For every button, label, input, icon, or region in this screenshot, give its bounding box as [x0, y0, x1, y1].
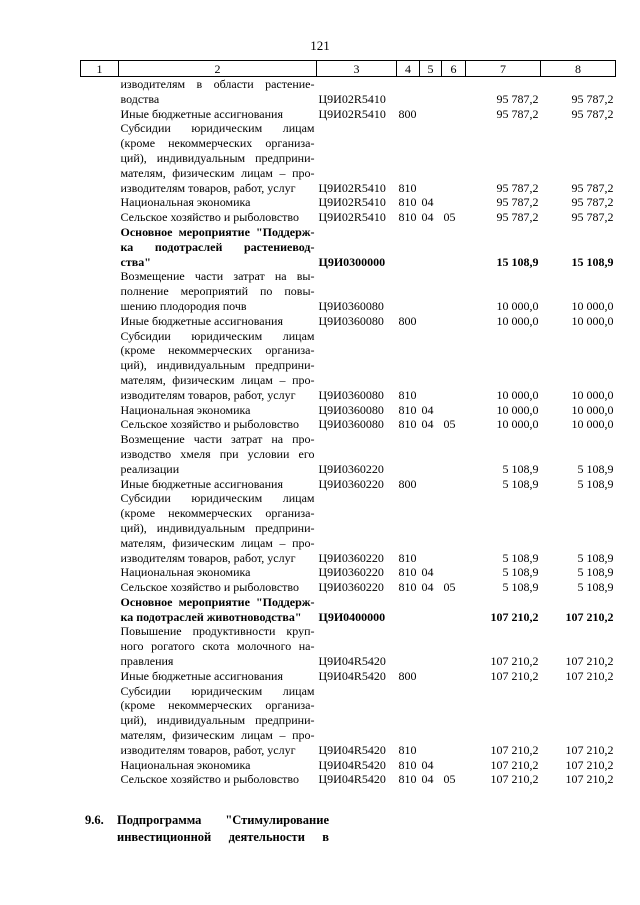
- table-row: [81, 491, 616, 565]
- subsection-cell: [442, 432, 466, 476]
- item-name-cell: [119, 417, 317, 432]
- item-name-line: водства: [120, 91, 160, 106]
- item-name-line: Сельское хозяйство и рыболовство: [120, 772, 300, 787]
- item-name-cell: [119, 669, 317, 684]
- table-row: [81, 210, 616, 225]
- amount-cell: 95 787,2: [496, 210, 539, 225]
- row-number-cell: [81, 269, 119, 313]
- item-name-line: Основное мероприятие "Поддерж-: [120, 594, 315, 609]
- target-code-cell: Ц9И0360080: [318, 313, 384, 328]
- row-number-cell: [81, 565, 119, 580]
- page-number: 121: [310, 38, 330, 53]
- amount-cell: 95 787,2: [571, 180, 614, 195]
- subsection-cell: 05: [443, 210, 456, 225]
- item-name-line: Иные бюджетные ассигнования: [120, 668, 283, 683]
- expense-type-cell: 800: [398, 106, 417, 121]
- amount-cell: 5 108,9: [577, 580, 614, 595]
- table-row: [81, 329, 616, 403]
- item-name-cell: [119, 121, 317, 195]
- target-code-cell: Ц9И0360080: [318, 298, 384, 313]
- amount-cell: 107 210,2: [565, 742, 614, 757]
- budget-table: [80, 60, 616, 787]
- subsection-cell: [442, 477, 466, 492]
- table-row: [81, 195, 616, 210]
- section-cell: 04: [421, 580, 434, 595]
- column-header: 4: [397, 61, 420, 77]
- subsection-cell: [442, 684, 466, 758]
- table-row: [81, 624, 616, 668]
- column-number-header: [81, 61, 616, 77]
- row-number-cell: [81, 417, 119, 432]
- amount-cell: 5 108,9: [502, 565, 539, 580]
- amount-cell: 5 108,9: [577, 565, 614, 580]
- row-number-cell: [81, 210, 119, 225]
- expense-type-cell: [397, 269, 420, 313]
- row-number-cell: [81, 669, 119, 684]
- item-name-cell: [119, 210, 317, 225]
- amount-cell: 10 000,0: [571, 298, 614, 313]
- section-cell: [420, 624, 442, 668]
- column-header: 7: [466, 61, 541, 77]
- subsection-cell: [442, 195, 466, 210]
- table-row: [81, 417, 616, 432]
- item-name-line: Возмещение части затрат на про-: [120, 432, 315, 447]
- item-name-cell: [119, 772, 317, 787]
- item-name-line: (кроме некоммерческих организа-: [120, 136, 315, 151]
- row-number-cell: [81, 225, 119, 269]
- column-header: 5: [420, 61, 442, 77]
- item-name-line: ного рогатого скота молочного на-: [120, 639, 315, 654]
- amount-cell: 10 000,0: [496, 402, 539, 417]
- subsection-cell: [442, 269, 466, 313]
- item-name-cell: [119, 565, 317, 580]
- table-row: [81, 432, 616, 476]
- row-number-cell: [81, 595, 119, 625]
- item-name-line: полнение мероприятий по повы-: [120, 284, 315, 299]
- section-cell: [420, 432, 442, 476]
- item-name-line: Национальная экономика: [120, 565, 251, 580]
- table-row: [81, 580, 616, 595]
- table-row: [81, 225, 616, 269]
- section-cell: 04: [421, 210, 434, 225]
- item-name-line: мателям, физическим лицам – про-: [120, 728, 315, 743]
- table-row: [81, 684, 616, 758]
- amount-cell: 10 000,0: [496, 313, 539, 328]
- table-row: [81, 595, 616, 625]
- amount-cell: 10 000,0: [571, 387, 614, 402]
- expense-type-cell: 810: [398, 550, 417, 565]
- item-name-line: (кроме некоммерческих организа-: [120, 698, 315, 713]
- row-number-cell: [81, 77, 119, 107]
- target-code-cell: Ц9И0360220: [318, 550, 384, 565]
- amount-cell: 5 108,9: [502, 580, 539, 595]
- expense-type-cell: 810: [398, 195, 417, 210]
- item-name-line: изводителям товаров, работ, услуг: [120, 387, 296, 402]
- item-name-line: мателям, физическим лицам – про-: [120, 535, 315, 550]
- item-name-cell: [119, 477, 317, 492]
- target-code-cell: Ц9И0400000: [318, 609, 386, 624]
- expense-type-cell: 810: [398, 210, 417, 225]
- item-name-cell: [119, 432, 317, 476]
- expense-type-cell: 810: [398, 580, 417, 595]
- item-name-cell: [119, 403, 317, 418]
- section-cell: [420, 491, 442, 565]
- amount-cell: 107 210,2: [490, 654, 539, 669]
- item-name-line: Повышение продуктивности круп-: [120, 624, 315, 639]
- amount-cell: 95 787,2: [496, 180, 539, 195]
- amount-cell: 5 108,9: [502, 461, 539, 476]
- target-code-cell: Ц9И04R5420: [318, 757, 386, 772]
- column-header: 3: [317, 61, 397, 77]
- subsection-cell: [442, 758, 466, 773]
- expense-type-cell: [397, 225, 420, 269]
- expense-type-cell: 810: [398, 742, 417, 757]
- amount-cell: 107 210,2: [565, 668, 614, 683]
- subsection-cell: [442, 77, 466, 107]
- amount-cell: 5 108,9: [577, 550, 614, 565]
- table-body: [81, 77, 616, 788]
- item-name-line: изводителям в области растение-: [120, 77, 315, 91]
- expense-type-cell: 810: [398, 387, 417, 402]
- section-cell: [420, 477, 442, 492]
- item-name-line: (кроме некоммерческих организа-: [120, 506, 315, 521]
- item-name-line: ций), индивидуальным предприни-: [120, 713, 315, 728]
- item-name-line: Субсидии юридическим лицам: [120, 328, 315, 343]
- amount-cell: 5 108,9: [502, 476, 539, 491]
- expense-type-cell: 800: [398, 668, 417, 683]
- item-name-cell: [119, 595, 317, 625]
- subsection-cell: 05: [443, 580, 456, 595]
- expense-type-cell: 800: [398, 476, 417, 491]
- table-row: [81, 669, 616, 684]
- item-name-line: изводителям товаров, работ, услуг: [120, 180, 296, 195]
- target-code-cell: Ц9И0360080: [318, 387, 384, 402]
- expense-type-cell: 810: [398, 565, 417, 580]
- row-number-cell: [81, 329, 119, 403]
- amount-cell: 95 787,2: [496, 91, 539, 106]
- section-cell: [420, 269, 442, 313]
- item-name-line: ций), индивидуальным предприни-: [120, 358, 315, 373]
- amount-cell: 95 787,2: [571, 195, 614, 210]
- row-number-cell: [81, 684, 119, 758]
- item-name-line: Иные бюджетные ассигнования: [120, 476, 283, 491]
- row-number-cell: [81, 758, 119, 773]
- item-name-line: Субсидии юридическим лицам: [120, 121, 315, 136]
- amount-cell: 10 000,0: [571, 402, 614, 417]
- item-name-line: (кроме некоммерческих организа-: [120, 343, 315, 358]
- amount-cell: 10 000,0: [571, 417, 614, 432]
- item-name-line: Иные бюджетные ассигнования: [120, 106, 283, 121]
- amount-cell: 5 108,9: [577, 476, 614, 491]
- row-number-cell: [81, 772, 119, 787]
- item-name-cell: [119, 491, 317, 565]
- column-header: 8: [541, 61, 616, 77]
- section-cell: [420, 77, 442, 107]
- column-header: 2: [119, 61, 317, 77]
- item-name-line: правления: [120, 654, 174, 669]
- item-name-cell: [119, 580, 317, 595]
- target-code-cell: Ц9И04R5420: [318, 772, 386, 787]
- amount-cell: 95 787,2: [496, 106, 539, 121]
- expense-type-cell: 810: [398, 417, 417, 432]
- subsection-cell: [442, 107, 466, 122]
- amount-cell: 95 787,2: [571, 210, 614, 225]
- amount-cell: 107 210,2: [565, 757, 614, 772]
- item-name-line: реализации: [120, 461, 180, 476]
- expense-type-cell: 810: [398, 402, 417, 417]
- amount-cell: 5 108,9: [577, 461, 614, 476]
- table-row: [81, 269, 616, 313]
- section-cell: [420, 107, 442, 122]
- amount-cell: 10 000,0: [571, 313, 614, 328]
- amount-cell: 107 210,2: [565, 654, 614, 669]
- subsection-cell: [442, 491, 466, 565]
- row-number-cell: [81, 432, 119, 476]
- section-cell: 04: [421, 402, 434, 417]
- row-number-cell: [81, 580, 119, 595]
- item-name-cell: [119, 624, 317, 668]
- target-code-cell: Ц9И0360220: [318, 476, 384, 491]
- amount-cell: 107 210,2: [565, 609, 614, 624]
- amount-cell: 95 787,2: [571, 91, 614, 106]
- item-name-line: Возмещение части затрат на вы-: [120, 269, 315, 284]
- target-code-cell: Ц9И0360220: [318, 461, 384, 476]
- subprogram-title-line: инвестиционной деятельности в: [117, 830, 329, 844]
- item-name-cell: [119, 329, 317, 403]
- target-code-cell: Ц9И02R5410: [318, 195, 386, 210]
- item-name-line: Национальная экономика: [120, 195, 251, 210]
- amount-cell: 10 000,0: [496, 387, 539, 402]
- item-name-line: Сельское хозяйство и рыболовство: [120, 417, 300, 432]
- target-code-cell: Ц9И04R5420: [318, 654, 386, 669]
- section-cell: 04: [421, 195, 434, 210]
- table-row: [81, 477, 616, 492]
- expense-type-cell: 810: [398, 180, 417, 195]
- item-name-line: мателям, физическим лицам – про-: [120, 372, 315, 387]
- target-code-cell: Ц9И02R5410: [318, 180, 386, 195]
- item-name-cell: [119, 107, 317, 122]
- row-number-cell: [81, 403, 119, 418]
- target-code-cell: Ц9И02R5410: [318, 210, 386, 225]
- subsection-cell: [442, 565, 466, 580]
- subprogram-number: 9.6.: [85, 813, 104, 827]
- row-number-cell: [81, 121, 119, 195]
- target-code-cell: Ц9И0300000: [318, 254, 386, 269]
- section-cell: [420, 669, 442, 684]
- item-name-line: ка подотраслей животноводства": [120, 609, 302, 624]
- amount-cell: 95 787,2: [496, 195, 539, 210]
- expense-type-cell: 810: [398, 772, 417, 787]
- target-code-cell: Ц9И02R5410: [318, 91, 386, 106]
- section-cell: [420, 121, 442, 195]
- table-row: [81, 77, 616, 107]
- item-name-line: Сельское хозяйство и рыболовство: [120, 580, 300, 595]
- item-name-cell: [119, 758, 317, 773]
- item-name-line: мателям, физическим лицам – про-: [120, 165, 315, 180]
- section-cell: [420, 684, 442, 758]
- expense-type-cell: 800: [398, 313, 417, 328]
- expense-type-cell: [397, 432, 420, 476]
- row-number-cell: [81, 624, 119, 668]
- row-number-cell: [81, 491, 119, 565]
- item-name-cell: [119, 269, 317, 313]
- column-header: 6: [442, 61, 466, 77]
- subsection-cell: [442, 595, 466, 625]
- table-row: [81, 314, 616, 329]
- expense-type-cell: [397, 77, 420, 107]
- subsection-cell: [442, 669, 466, 684]
- item-name-cell: [119, 225, 317, 269]
- subsection-cell: 05: [443, 417, 456, 432]
- section-cell: [420, 329, 442, 403]
- item-name-line: Иные бюджетные ассигнования: [120, 313, 283, 328]
- amount-cell: 15 108,9: [496, 254, 539, 269]
- table-row: [81, 107, 616, 122]
- amount-cell: 15 108,9: [571, 254, 614, 269]
- section-cell: 04: [421, 565, 434, 580]
- subsection-cell: 05: [443, 772, 456, 787]
- target-code-cell: Ц9И04R5420: [318, 668, 386, 683]
- amount-cell: 107 210,2: [490, 772, 539, 787]
- amount-cell: 107 210,2: [565, 772, 614, 787]
- column-header: 1: [81, 61, 119, 77]
- subsection-cell: [442, 403, 466, 418]
- item-name-line: Национальная экономика: [120, 757, 251, 772]
- table-row: [81, 758, 616, 773]
- table-row: [81, 772, 616, 787]
- amount-cell: 5 108,9: [502, 550, 539, 565]
- amount-cell: 107 210,2: [490, 668, 539, 683]
- target-code-cell: Ц9И0360220: [318, 580, 384, 595]
- section-cell: 04: [421, 772, 434, 787]
- target-code-cell: Ц9И02R5410: [318, 106, 386, 121]
- amount-cell: 10 000,0: [496, 298, 539, 313]
- subsection-cell: [442, 225, 466, 269]
- amount-cell: 107 210,2: [490, 742, 539, 757]
- section-cell: [420, 314, 442, 329]
- expense-type-cell: [397, 595, 420, 625]
- item-name-line: ций), индивидуальным предприни-: [120, 520, 315, 535]
- target-code-cell: Ц9И0360220: [318, 565, 384, 580]
- item-name-line: Основное мероприятие "Поддерж-: [120, 224, 315, 239]
- item-name-cell: [119, 314, 317, 329]
- amount-cell: 95 787,2: [571, 106, 614, 121]
- table-row: [81, 565, 616, 580]
- item-name-line: Субсидии юридическим лицам: [120, 491, 315, 506]
- subprogram-title: [117, 812, 329, 846]
- table-row: [81, 403, 616, 418]
- item-name-line: изводителям товаров, работ, услуг: [120, 550, 296, 565]
- section-cell: 04: [421, 757, 434, 772]
- item-name-line: ка подотраслей растениевод-: [120, 239, 315, 254]
- item-name-line: Национальная экономика: [120, 402, 251, 417]
- table-row: [81, 121, 616, 195]
- row-number-cell: [81, 107, 119, 122]
- row-number-cell: [81, 314, 119, 329]
- target-code-cell: Ц9И0360080: [318, 417, 384, 432]
- item-name-cell: [119, 684, 317, 758]
- row-number-cell: [81, 477, 119, 492]
- subprogram-title-line: Подпрограмма "Стимулирование: [117, 813, 329, 827]
- item-name-line: ций), индивидуальным предприни-: [120, 150, 315, 165]
- expense-type-cell: [397, 624, 420, 668]
- item-name-line: ства": [120, 254, 151, 269]
- item-name-cell: [119, 195, 317, 210]
- item-name-line: изводство хмеля при условии его: [120, 446, 315, 461]
- item-name-cell: [119, 77, 317, 107]
- item-name-line: шению плодородия почв: [120, 298, 247, 313]
- section-cell: [420, 225, 442, 269]
- subsection-cell: [442, 121, 466, 195]
- amount-cell: 107 210,2: [490, 609, 539, 624]
- item-name-line: изводителям товаров, работ, услуг: [120, 742, 296, 757]
- target-code-cell: Ц9И0360080: [318, 402, 384, 417]
- subsection-cell: [442, 624, 466, 668]
- section-cell: [420, 595, 442, 625]
- row-number-cell: [81, 195, 119, 210]
- item-name-line: Субсидии юридическим лицам: [120, 683, 315, 698]
- subsection-cell: [442, 314, 466, 329]
- expense-type-cell: 810: [398, 757, 417, 772]
- amount-cell: 10 000,0: [496, 417, 539, 432]
- section-cell: 04: [421, 417, 434, 432]
- item-name-line: Сельское хозяйство и рыболовство: [120, 210, 300, 225]
- subsection-cell: [442, 329, 466, 403]
- amount-cell: 107 210,2: [490, 757, 539, 772]
- target-code-cell: Ц9И04R5420: [318, 742, 386, 757]
